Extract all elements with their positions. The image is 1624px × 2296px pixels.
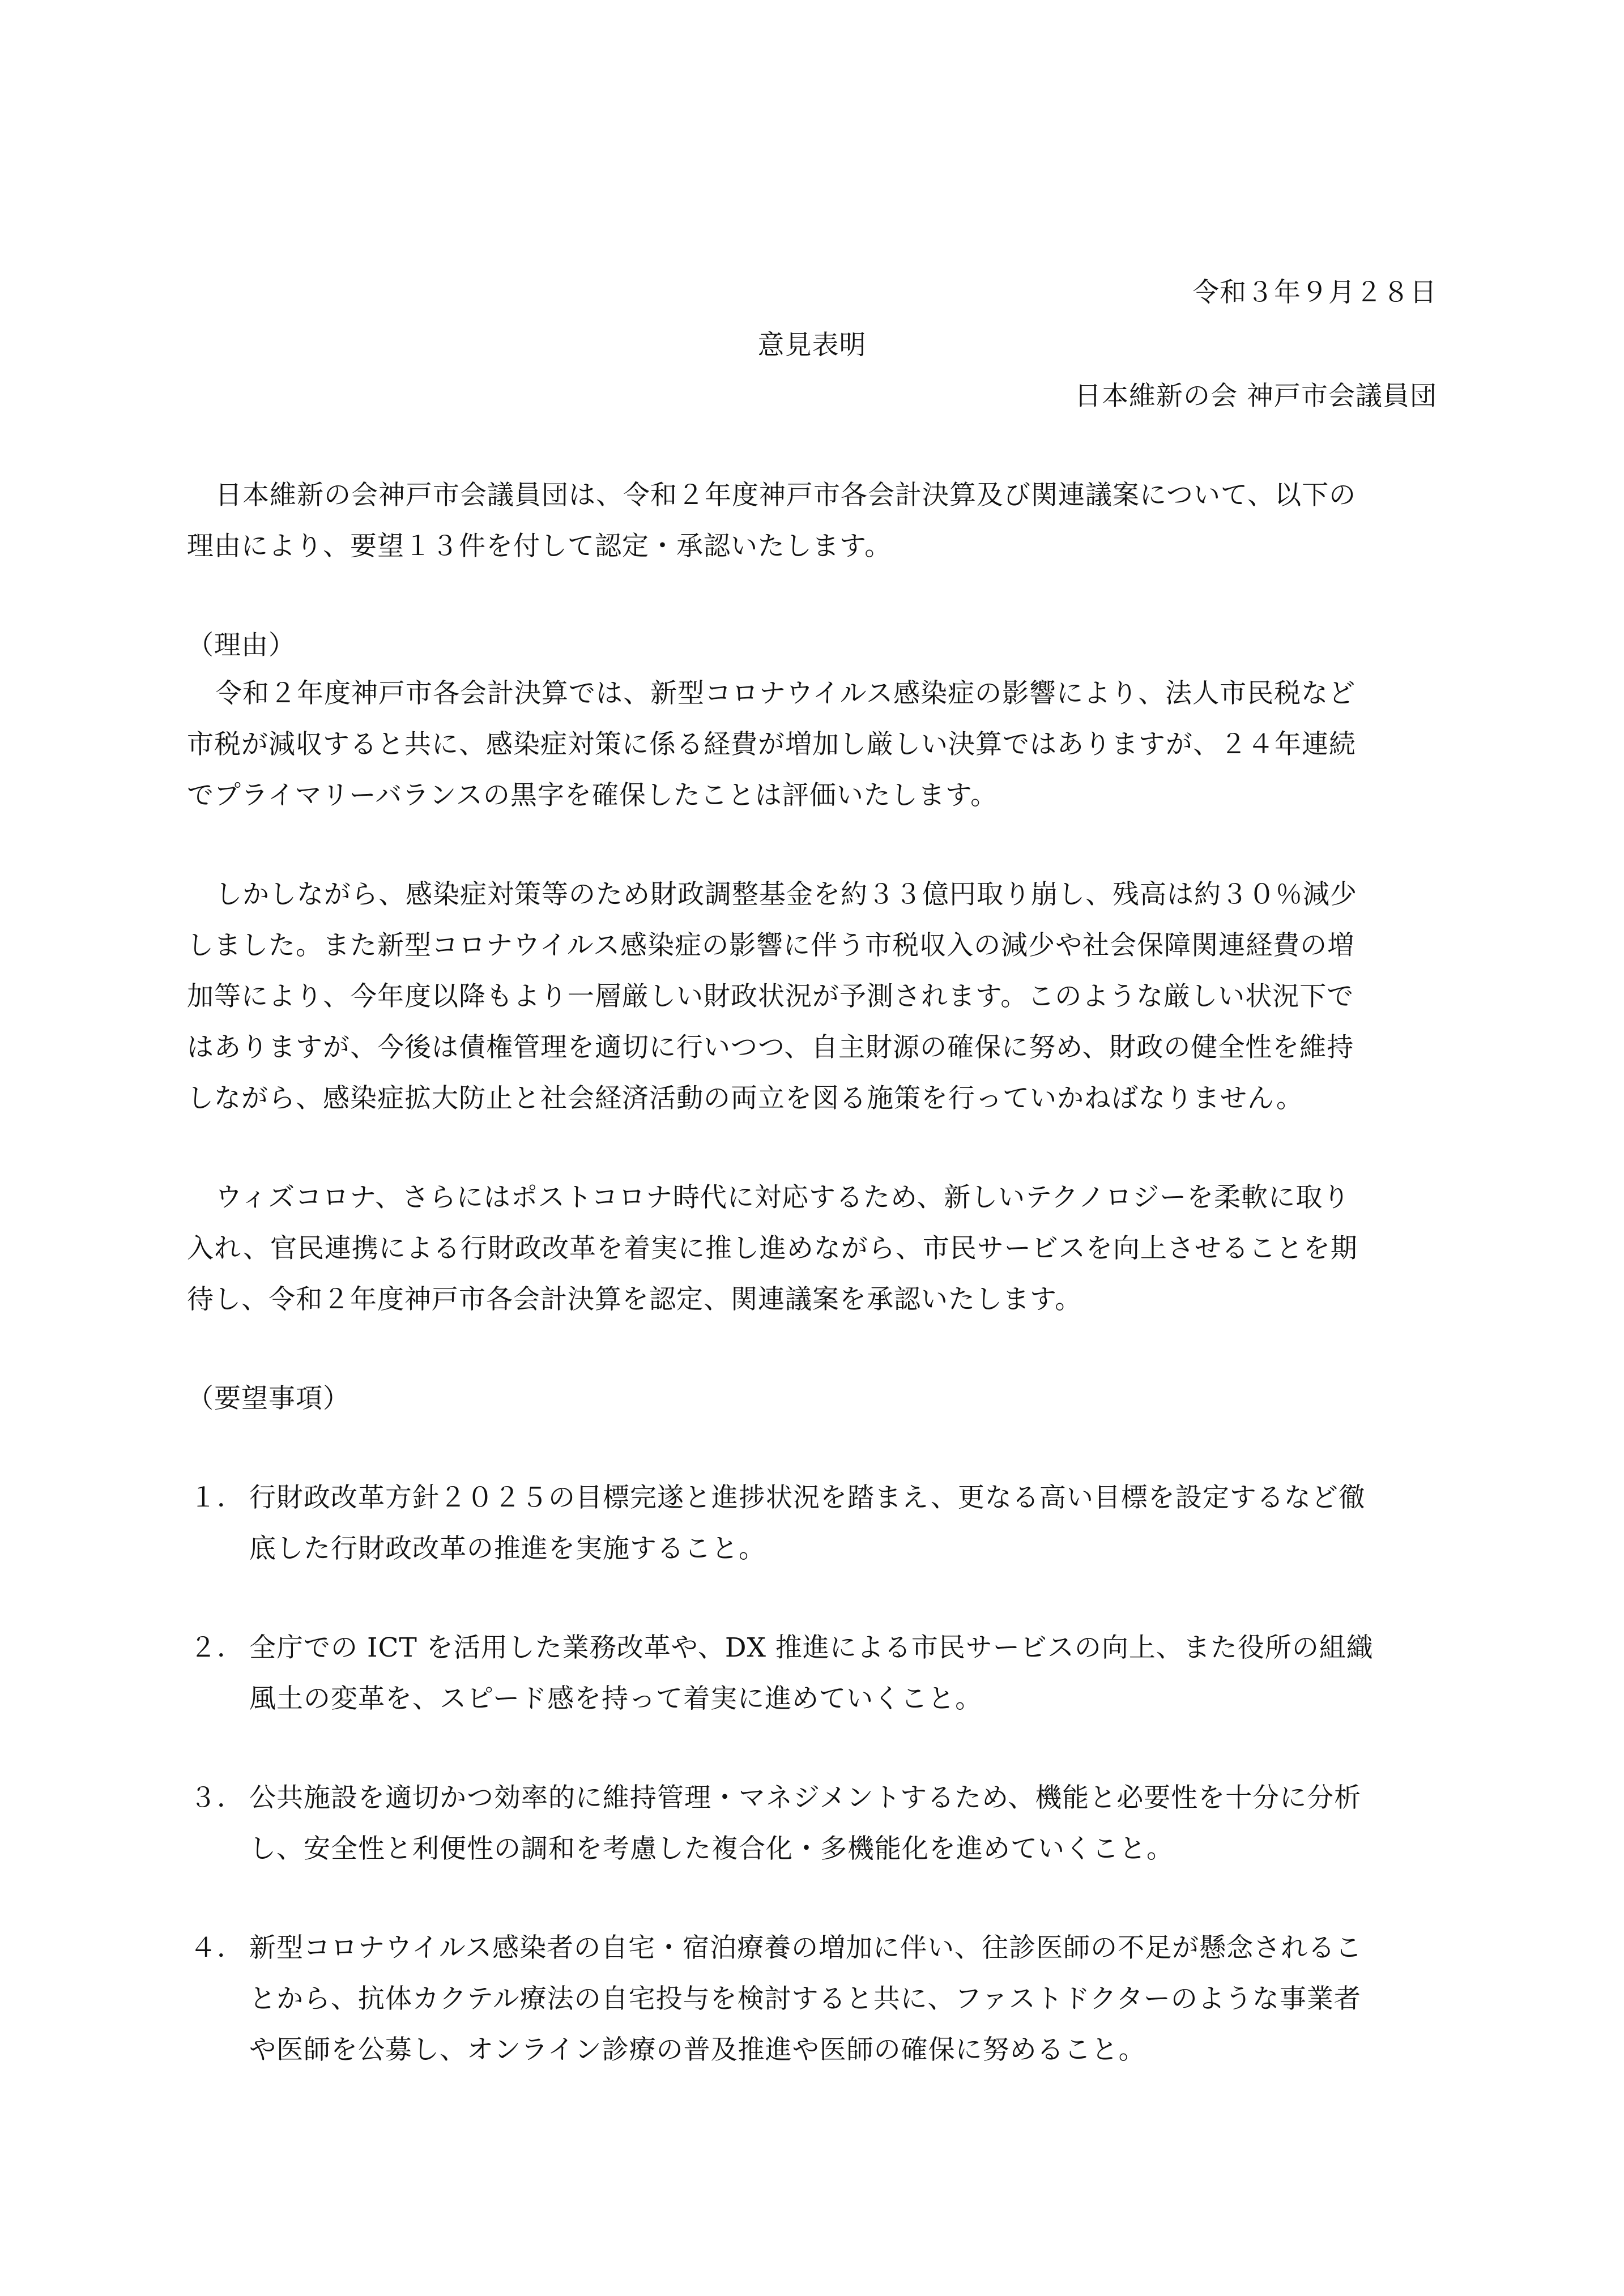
reason-para2-line: しました。また新型コロナウイルス感染症の影響に伴う市税収入の減少や社会保障関連経費の増 — [187, 930, 1355, 961]
request-item-line: 行財政改革方針２０２５の目標完遂と進捗状況を踏まえ、更なる高い目標を設定するなど徹 — [249, 1482, 1366, 1513]
reason-para1-line: 令和２年度神戸市各会計決算では、新型コロナウイルス感染症の影響により、法人市民税など — [215, 678, 1356, 709]
request-item-line: 全庁での ICT を活用した業務改革や、DX 推進による市民サービスの向上、また役所の組織 — [249, 1632, 1374, 1663]
intro-line: 日本維新の会神戸市会議員団は、令和２年度神戸市各会計決算及び関連議案について、以下の — [215, 480, 1357, 511]
reason-para3-line: 入れ、官民連携による行財政改革を着実に推し進めながら、市民サービスを向上させることを期 — [187, 1233, 1358, 1264]
request-item-number: １． — [190, 1482, 244, 1513]
request-item-line: や医師を公募し、オンライン診療の普及推進や医師の確保に努めること。 — [249, 2034, 1146, 2065]
request-item-line: 底した行財政改革の推進を実施すること。 — [249, 1533, 766, 1564]
reason-para3-line: ウィズコロナ、さらにはポストコロナ時代に対応するため、新しいテクノロジーを柔軟に取り — [215, 1182, 1350, 1213]
request-item-line: とから、抗体カクテル療法の自宅投与を検討すると共に、ファストドクターのような事業者 — [249, 1983, 1361, 2015]
document-title: 意見表明 — [757, 330, 867, 361]
request-item-number: ４． — [190, 1932, 244, 1964]
request-item-line: 公共施設を適切かつ効率的に維持管理・マネジメントするため、機能と必要性を十分に分析 — [249, 1782, 1362, 1813]
request-item-line: し、安全性と利便性の調和を考慮した複合化・多機能化を進めていくこと。 — [249, 1833, 1174, 1864]
request-item-line: 風土の変革を、スピード感を持って着実に進めていくこと。 — [249, 1683, 983, 1714]
reason-heading: （理由） — [187, 630, 296, 661]
request-item-number: ３． — [190, 1782, 244, 1813]
reason-para1-line: でプライマリーバランスの黒字を確保したことは評価いたします。 — [187, 780, 998, 811]
organization-name: 日本維新の会 神戸市会議員団 — [1075, 381, 1437, 412]
reason-para1-line: 市税が減収すると共に、感染症対策に係る経費が増加し厳しい決算ではありますが、２４年連続 — [187, 729, 1356, 760]
request-item-number: ２． — [190, 1632, 244, 1663]
reason-para3-line: 待し、令和２年度神戸市各会計決算を認定、関連議案を承認いたします。 — [187, 1284, 1082, 1315]
requests-heading: （要望事項） — [187, 1383, 350, 1414]
intro-line: 理由により、要望１３件を付して認定・承認いたします。 — [187, 531, 892, 562]
request-item-line: 新型コロナウイルス感染者の自宅・宿泊療養の増加に伴い、往診医師の不足が懸念されるこ — [249, 1932, 1363, 1964]
reason-para2-line: しかしながら、感染症対策等のため財政調整基金を約３３億円取り崩し、残高は約３０％減少 — [215, 879, 1357, 910]
reason-para2-line: はありますが、今後は債権管理を適切に行いつつ、自主財源の確保に努め、財政の健全性を維持 — [187, 1032, 1354, 1063]
document-date: 令和３年９月２８日 — [1192, 277, 1437, 308]
reason-para2-line: しながら、感染症拡大防止と社会経済活動の両立を図る施策を行っていかねばなりません。 — [187, 1083, 1303, 1114]
reason-para2-line: 加等により、今年度以降もより一層厳しい財政状況が予測されます。このような厳しい状況下で — [187, 981, 1354, 1012]
